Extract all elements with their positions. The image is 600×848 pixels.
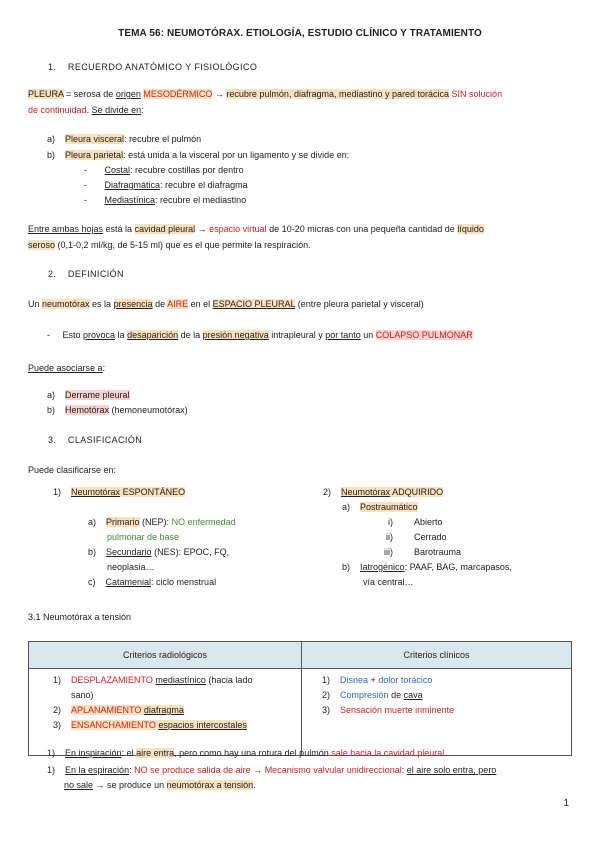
radiological-cell <box>29 669 302 756</box>
pleura-term: PLEURA <box>28 89 64 99</box>
section-1-heading <box>48 62 257 72</box>
list-item-continuation: vía central… <box>363 577 414 587</box>
list-item: 3) Sensación muerte inminente <box>322 705 455 715</box>
page-title: TEMA 56: NEUMOTÓRAX. ETIOLOGÍA, ESTUDIO CLÍNICO Y TRATAMIENTO <box>118 28 482 39</box>
list-item-continuation: sano) <box>71 690 94 700</box>
clinical-cell <box>302 669 572 756</box>
list-item: 1) DESPLAZAMIENTO mediastínico (hacia lado <box>53 675 253 685</box>
list-item-continuation: pulmonar de base <box>107 532 180 542</box>
list-item: - Costal: recubre costillas por dentro <box>84 165 244 175</box>
list-item: 2) APLANAMIENTO diafragma <box>53 705 184 715</box>
list-item: - Diafragmática: recubre el diafragma <box>84 180 248 190</box>
cavidad-paragraph-line2: seroso (0,1-0,2 ml/kg, de 5-15 ml) que es el que permite la respiración. <box>28 240 311 250</box>
section-title: RECUERDO ANATÓMICO Y FISIOLÓGICO <box>67 62 258 72</box>
list-item: b) Hemotórax (hemoneumotórax) <box>47 405 188 415</box>
subsection-heading: 3.1 Neumotórax a tensión <box>28 612 132 622</box>
asociarse-label: Puede asociarse a: <box>28 363 106 373</box>
table-header: Criterios clínicos <box>302 642 572 669</box>
list-item: a) Derrame pleural <box>47 390 130 400</box>
section-2-heading <box>48 269 124 279</box>
list-item: a) Postraumático <box>342 502 418 512</box>
list-item: 3) ENSANCHAMIENTO espacios intercostales <box>53 720 247 730</box>
adquirido-heading: 2) Neumotórax ADQUIRIDO <box>323 487 444 497</box>
inspiration-note: 1) En inspiración: el aire entra, pero como hay una rotura del pulmón sale hacia la cavidad pleural. <box>47 748 447 758</box>
list-item: iii) Barotrauma <box>384 547 462 557</box>
section-title: CLASIFICACIÓN <box>67 435 143 445</box>
list-item: b) Pleura parietal: está unida a la visceral por un ligamento y se divide en: <box>47 150 350 160</box>
list-item: c) Catamenial: ciclo menstrual <box>88 577 217 587</box>
list-item: - Mediastínica: recubre el mediastino <box>84 195 247 205</box>
expiration-note-line2: no sale → se produce un neumotórax a tensión. <box>64 780 256 790</box>
pleura-definition: PLEURA = serosa de origen MESODÉRMICO → recubre pulmón, diafragma, mediastino y pared torácica SIN solución <box>28 89 503 99</box>
list-item: a) Pleura visceral: recubre el pulmón <box>47 134 202 144</box>
list-item-continuation: neoplasia… <box>107 562 155 572</box>
table-header: Criterios radiológicos <box>29 642 302 669</box>
list-item: b) Secundario (NES): EPOC, FQ, <box>88 547 230 557</box>
espontaneo-heading: 1) Neumotórax ESPONTÁNEO <box>53 487 186 497</box>
definition-paragraph: Un neumotórax es la presencia de AIRE en el ESPACIO PLEURAL (entre pleura parietal y visceral) <box>28 299 424 309</box>
expiration-note: 1) En la espiración: NO se produce salida de aire → Mecanismo valvular unidireccional: el aire solo entra, pero <box>47 765 497 775</box>
list-item: b) Iatrogénico: PAAF, BAG, marcapasos, <box>342 562 512 572</box>
definition-bullet: - Esto provoca la desaparición de la presión negativa intrapleural y por tanto un COLAPSO PULMONAR <box>47 330 473 340</box>
list-item: a) Primario (NEP): NO enfermedad <box>88 517 236 527</box>
clasif-intro: Puede clasificarse en: <box>28 465 117 475</box>
page-number: 1 <box>563 798 569 809</box>
section-number: 2. <box>48 269 57 279</box>
list-item: 1) Disnea + dolor torácico <box>322 675 433 685</box>
cavidad-paragraph: Entre ambas hojas está la cavidad pleural → espacio virtual de 10-20 micras con una pequeña cantidad de líquido <box>28 224 484 234</box>
criteria-table <box>28 641 572 756</box>
pleura-definition-line2: de continuidad. Se divide en: <box>28 105 144 115</box>
section-3-heading <box>48 435 142 445</box>
list-item: ii) Cerrado <box>386 532 447 542</box>
section-number: 1. <box>48 62 57 72</box>
section-title: DEFINICIÓN <box>67 269 124 279</box>
list-item: 2) Compresión de cava <box>322 690 423 700</box>
section-number: 3. <box>48 435 57 445</box>
list-item: i) Abierto <box>388 517 443 527</box>
